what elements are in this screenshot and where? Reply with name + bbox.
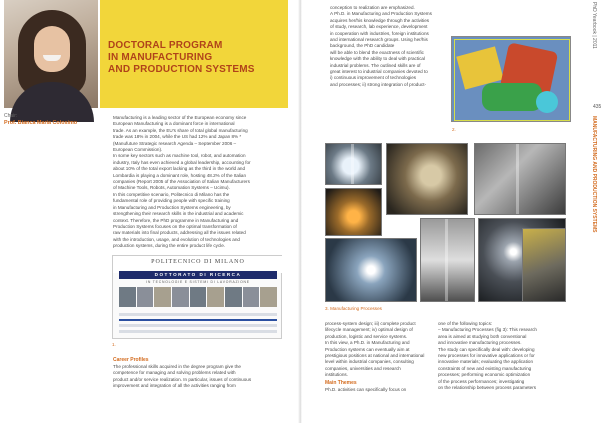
- brochure-figure: [112, 255, 282, 339]
- process-photo-welding: [325, 188, 382, 236]
- process-photo-machining: [386, 143, 468, 215]
- portrait-face: [34, 26, 70, 72]
- brochure-text-rows: [119, 313, 277, 336]
- brochure-thumb: [137, 287, 154, 307]
- brochure-band: DOTTORATO DI RICERCA: [119, 271, 277, 279]
- brochure-header: POLITECNICO DI MILANO: [113, 256, 283, 273]
- brochure-thumb: [260, 287, 277, 307]
- photo-highlight: [516, 144, 519, 214]
- brochure-thumb: [154, 287, 171, 307]
- process-photo-spindle: [420, 218, 475, 302]
- brochure-row: [119, 313, 277, 316]
- sim-frame: [454, 39, 570, 121]
- right-column-b-text: one of the following topics: – Manufacturing Processes (fig 3): This research area is aimed at studying both conventional and innovative manufacturing processes. The study can specifically deal with: developing new processes for innovative applications or for innovative materials; evaluating the application constraints of new and existing manufacturing processes; performing economic optimization of the process performances; investigating on the relationship between process parameters: [438, 321, 537, 391]
- photo-highlight: [445, 219, 448, 301]
- chair-label: Chair:: [4, 113, 18, 119]
- title-block: [100, 0, 288, 108]
- brochure-thumb: [243, 287, 260, 307]
- brochure-rule: [119, 319, 277, 321]
- side-section-label: MANUFACTURING AND PRODUCTION SYSTEMS: [591, 116, 597, 233]
- right-column-a-text: process-system design; iii) complete product lifecycle management; iv) optimal design of production, logistic and service systems. In this view, a Ph.D. in Manufacturing and Production systems can eventually aim at prestigious positions at national and international level within industrial companies, consulting companies, universities and research institutions.: [325, 321, 425, 378]
- figure2-simulation-image: [451, 36, 571, 122]
- chair-name: Prof. Bianca Maria Colosimo: [4, 120, 78, 126]
- brochure-thumb: [119, 287, 136, 307]
- chair-portrait-photo: [4, 0, 98, 108]
- main-themes-text: Ph.D. activities can specifically focus on: [325, 387, 407, 392]
- page-gutter: [298, 0, 302, 423]
- side-page-number: 435: [593, 104, 601, 110]
- brochure-thumb: [225, 287, 242, 307]
- process-photo-laser: [325, 238, 417, 302]
- career-profiles-heading: Career Profiles: [113, 357, 149, 363]
- brochure-row: [119, 330, 277, 333]
- process-photo-milling: [474, 143, 566, 215]
- main-themes-heading: Main Themes: [325, 380, 357, 386]
- brochure-row: [119, 324, 277, 327]
- intro-paragraph: Manufacturing is a leading sector of the European economy since European Manufacturing is a dominant force in international trade. As an example, the EU's share of total global manufacturing trade was 18% in 2004, while the US had 12% and Japan 8% * (Manufuture Strategic research Agenda – September 2006 – European Commission). In some key sectors such as machine tool, robot, and automation industry, Italy has even achieved a global leadership, accounting for about 10% of the total export lacking as the third in the world and Lombardia is playing a dominant role, hosting 48.2% of the Italian companies (Report 2005 of the Association of Italian Manufacturers of Machine Tools, Robots, Automation Systems – Ucimu). In this competitive scenario, Politecnico di Milano has the fundamental role of providing people with specific training in Manufacturing and Production Systems engineering, by strengthening their research skills in the industrial and academic context. Therefore, the PhD programme in Manufacturing and Production Systems focuses on the optimal transformation of raw materials into final products, addressing all the issues related with the introduction, usage, and evolution of technologies and production systems, during the entire product life cycle.: [113, 115, 251, 249]
- process-photo-tooling: [522, 228, 566, 302]
- photo-highlight: [351, 144, 354, 184]
- brochure-thumb: [172, 287, 189, 307]
- program-title: DOCTORAL PROGRAM IN MANUFACTURING AND PRODUCTION SYSTEMS: [108, 40, 255, 75]
- process-photo-drilling: [325, 143, 382, 185]
- brochure-subtitle: IN TECNOLOGIE E SISTEMI DI LAVORAZIONE: [146, 280, 250, 284]
- side-yearbook-label: PhD Yearbook | 2011: [591, 2, 597, 49]
- figure3-caption: 3. Manufacturing Processes: [325, 306, 382, 311]
- figure2-caption: 2.: [452, 127, 456, 132]
- career-profiles-text: The professional skills acquired in the degree program give the competence for managing and solving problems related with product and/or service realization. In particular, issues of continuous improvement and integration of all the activities ranging from: [113, 364, 252, 389]
- intro-continued: conception to realization are emphasized. A Ph.D. in Manufacturing and Production Systems acquires her/his knowledge through the activities of study, research, lab experience, development in cooperation with industries, foreign institutions and international research groups. Using her/his background, the PhD candidate will be able to blend the exactness of scientific knowledge with the ability to deal with practical industrial problems. The outlined skills are of great interest to industrial companies devoted to i) continuous improvement of technologies and processes; ii) strong integration of product-: [330, 5, 432, 87]
- brochure-thumb: [207, 287, 224, 307]
- figure1-caption: 1.: [112, 342, 116, 347]
- brochure-thumbnails: [119, 287, 277, 307]
- brochure-thumb: [190, 287, 207, 307]
